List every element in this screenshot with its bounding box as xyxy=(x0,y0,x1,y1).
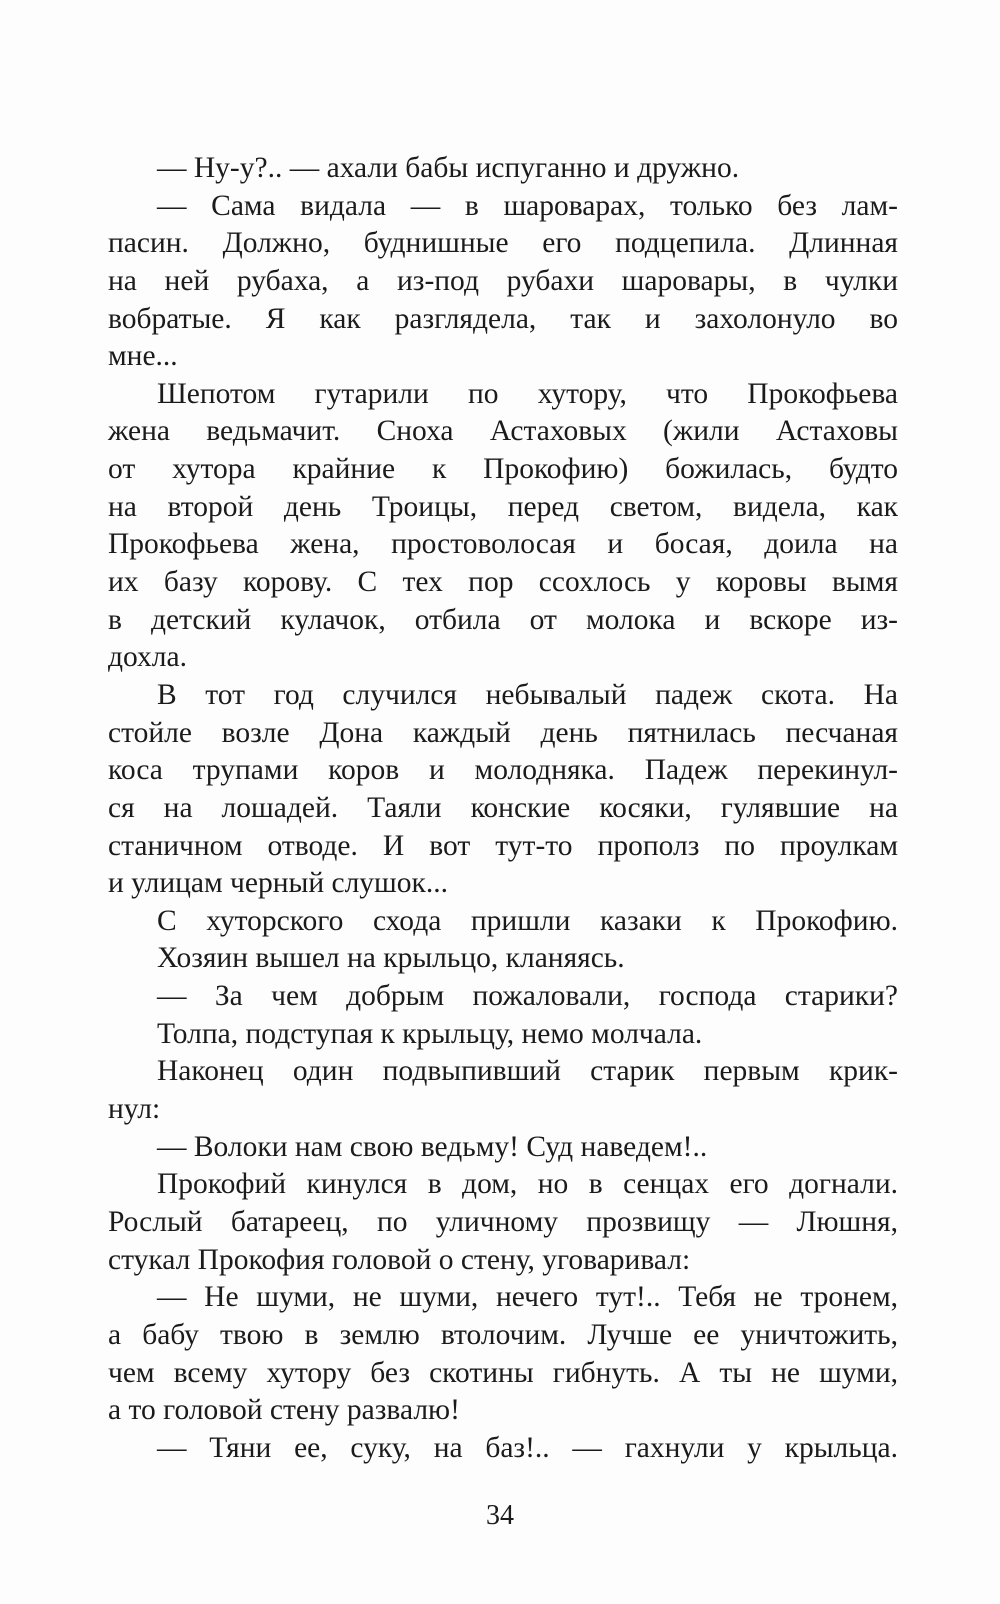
text-line: на ней рубаха, а из-под рубахи шаровары, в чулки xyxy=(108,264,898,297)
text-line: — За чем добрым пожаловали, господа старики? xyxy=(157,980,898,1013)
text-line: — Волоки нам свою ведьму! Суд наведем!.. xyxy=(157,1130,708,1163)
text-line: стукал Прокофия головой о стену, уговаривал: xyxy=(108,1243,691,1276)
text-line: нул: xyxy=(108,1093,161,1126)
text-line: Прокофий кинулся в дом, но в сенцах его догнали. xyxy=(157,1168,898,1201)
text-line: чем всему хутору без скотины гибнуть. А ты не шуми, xyxy=(108,1356,898,1389)
text-line: Хозяин вышел на крыльцо, кланяясь. xyxy=(157,942,625,975)
text-line: Рослый батареец, по уличному прозвищу — Люшня, xyxy=(108,1205,898,1238)
text-line: Шепотом гутарили по хутору, что Прокофьева xyxy=(157,377,898,410)
text-line: от хутора крайние к Прокофию) божилась, будто xyxy=(108,453,898,486)
text-line: мне... xyxy=(108,340,178,373)
page-body-text xyxy=(108,150,898,1467)
text-line: дохла. xyxy=(108,641,187,674)
text-line: а бабу твою в землю втолочим. Лучше ее уничтожить, xyxy=(108,1318,898,1351)
text-line: их базу корову. С тех пор ссохлось у коровы вымя xyxy=(108,566,898,599)
text-line: станичном отводе. И вот тут-то прополз по проулкам xyxy=(108,829,898,862)
text-line: пасин. Должно, буднишные его подцепила. Длинная xyxy=(108,227,898,260)
text-line: ся на лошадей. Таяли конские косяки, гулявшие на xyxy=(108,791,898,824)
text-line: коса трупами коров и молодняка. Падеж перекинул- xyxy=(108,754,898,787)
text-line: — Ну-у?.. — ахали бабы испуганно и дружно. xyxy=(157,152,740,184)
text-line: на второй день Троицы, перед светом, видела, как xyxy=(108,490,898,523)
text-line: Прокофьева жена, простоволосая и босая, доила на xyxy=(108,528,898,561)
text-line: — Тяни ее, суку, на баз!.. — гахнули у крыльца. xyxy=(157,1431,898,1464)
text-line: — Не шуми, не шуми, нечего тут!.. Тебя не тронем, xyxy=(157,1281,898,1314)
text-line: Толпа, подступая к крыльцу, немо молчала. xyxy=(157,1017,703,1050)
text-line: С хуторского схода пришли казаки к Прокофию. xyxy=(157,904,898,937)
text-line: а то головой стену развалю! xyxy=(108,1394,460,1427)
text-line: В тот год случился небывалый падеж скота. На xyxy=(157,678,898,711)
text-line: в детский кулачок, отбила от молока и вскоре из- xyxy=(108,603,898,636)
text-line: стойле возле Дона каждый день пятнилась песчаная xyxy=(108,716,898,749)
page-number: 34 xyxy=(486,1500,514,1531)
text-line: вобратые. Я как разглядела, так и захолонуло во xyxy=(108,302,898,335)
text-line: — Сама видала — в шароварах, только без лам- xyxy=(157,189,898,222)
text-line: и улицам черный слушок... xyxy=(108,867,448,900)
text-line: жена ведьмачит. Сноха Астаховых (жили Астаховы xyxy=(108,415,898,448)
text-line: Наконец один подвыпивший старик первым крик- xyxy=(157,1055,898,1088)
